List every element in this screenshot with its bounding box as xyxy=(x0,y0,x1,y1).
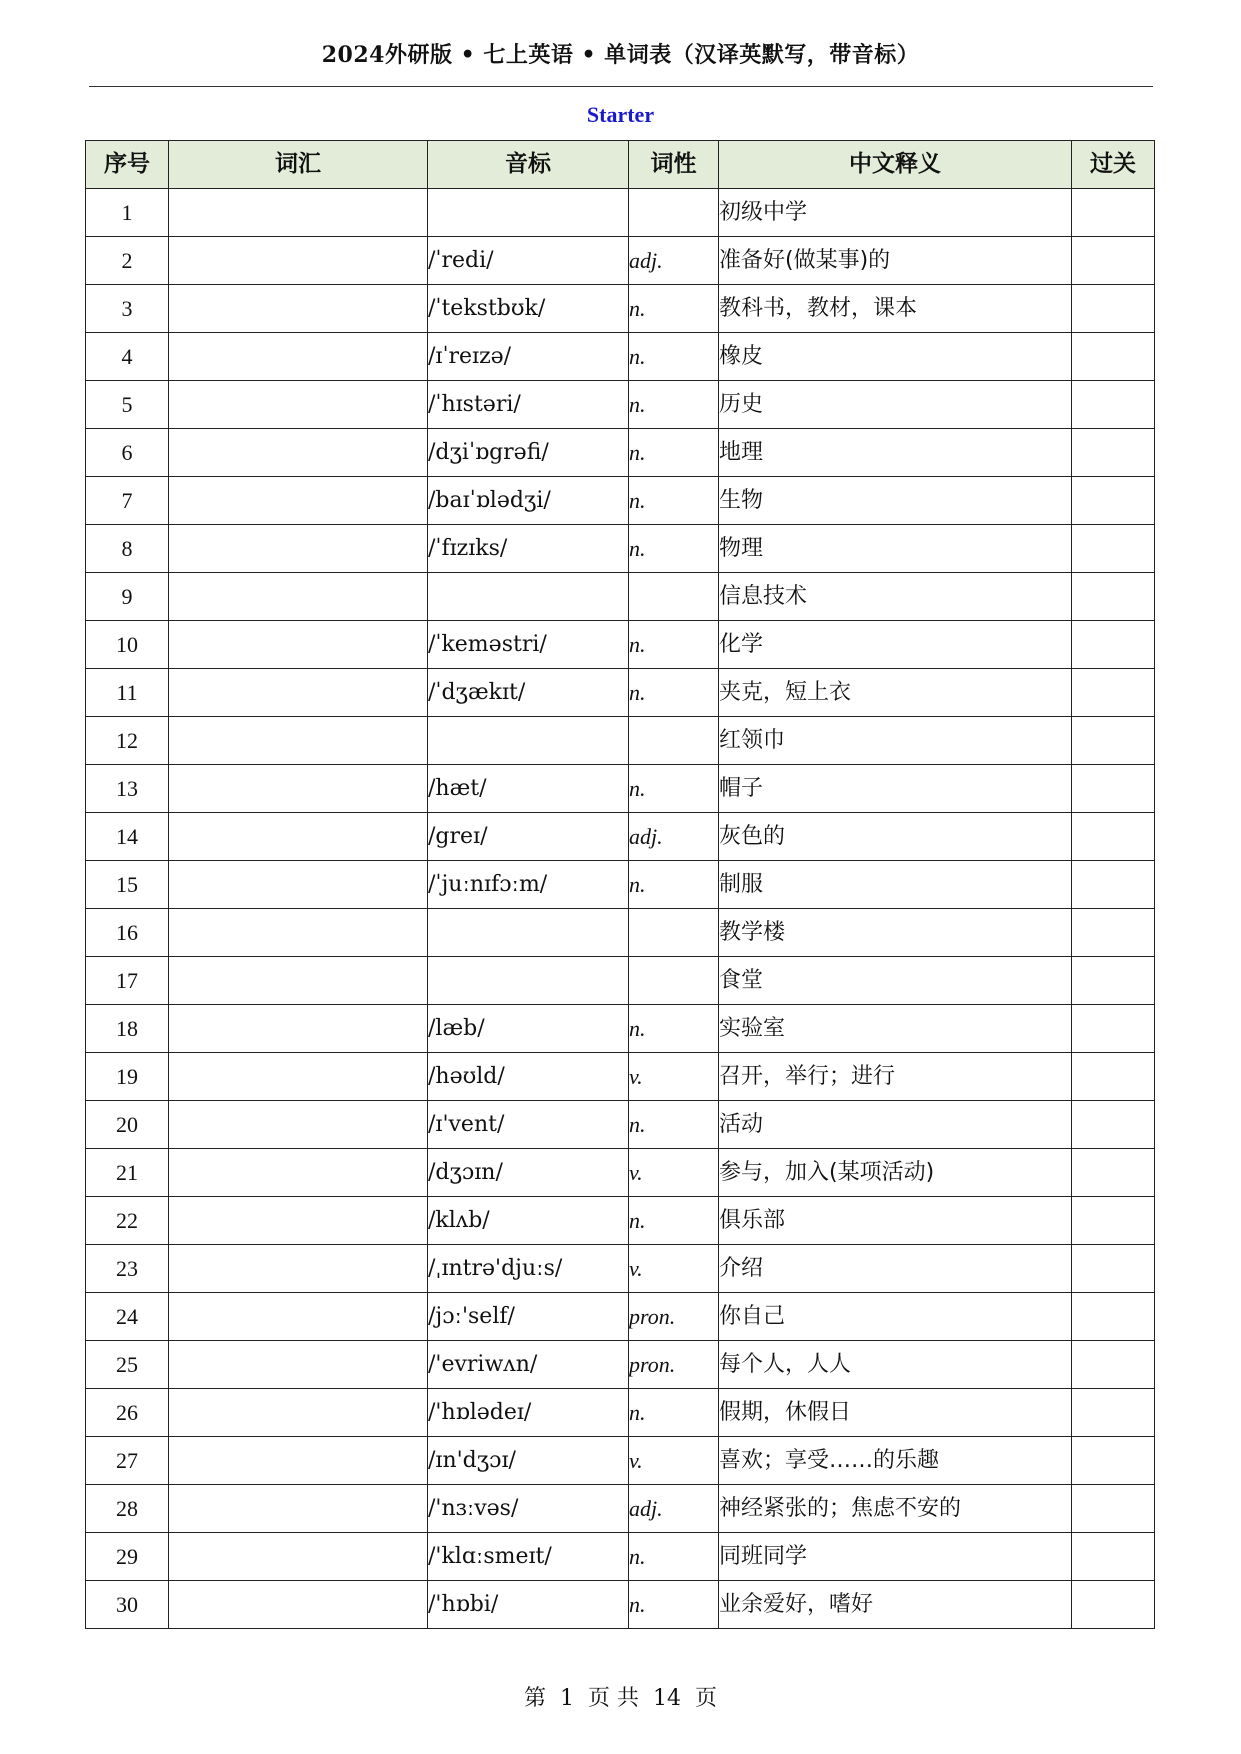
cell-number: 30 xyxy=(86,1581,169,1629)
cell-number: 26 xyxy=(86,1389,169,1437)
table-row xyxy=(86,1293,1155,1341)
cell-number: 22 xyxy=(86,1197,169,1245)
cell-phonetic: /'klɑːsmeɪt/ xyxy=(428,1533,629,1581)
cell-number: 4 xyxy=(86,333,169,381)
cell-number: 24 xyxy=(86,1293,169,1341)
cell-part-of-speech: v. xyxy=(629,1149,719,1197)
cell-word-blank[interactable] xyxy=(169,381,428,429)
cell-word-blank[interactable] xyxy=(169,765,428,813)
cell-number: 28 xyxy=(86,1485,169,1533)
cell-chinese-meaning: 实验室 xyxy=(719,1005,1072,1053)
table-row xyxy=(86,333,1155,381)
cell-number: 2 xyxy=(86,237,169,285)
cell-number: 25 xyxy=(86,1341,169,1389)
cell-phonetic: /læb/ xyxy=(428,1005,629,1053)
cell-word-blank[interactable] xyxy=(169,237,428,285)
section-title: Starter xyxy=(586,102,655,127)
cell-part-of-speech: n. xyxy=(629,669,719,717)
cell-pass-check[interactable] xyxy=(1072,765,1155,813)
table-row xyxy=(86,861,1155,909)
cell-pass-check[interactable] xyxy=(1072,237,1155,285)
cell-pass-check[interactable] xyxy=(1072,1581,1155,1629)
cell-number: 29 xyxy=(86,1533,169,1581)
cell-pass-check[interactable] xyxy=(1072,1533,1155,1581)
cell-phonetic: /jɔː'self/ xyxy=(428,1293,629,1341)
table-row xyxy=(86,189,1155,237)
cell-word-blank[interactable] xyxy=(169,957,428,1005)
cell-word-blank[interactable] xyxy=(169,813,428,861)
table-row xyxy=(86,621,1155,669)
cell-pass-check[interactable] xyxy=(1072,1437,1155,1485)
cell-number: 11 xyxy=(86,669,169,717)
cell-number: 6 xyxy=(86,429,169,477)
table-row xyxy=(86,1437,1155,1485)
cell-pass-check[interactable] xyxy=(1072,1245,1155,1293)
footer-prefix: 第 xyxy=(523,1686,546,1711)
table-row xyxy=(86,1101,1155,1149)
cell-word-blank[interactable] xyxy=(169,1245,428,1293)
cell-phonetic: /klʌb/ xyxy=(428,1197,629,1245)
cell-part-of-speech: adj. xyxy=(629,237,719,285)
cell-phonetic: /ˈdʒækɪt/ xyxy=(428,669,629,717)
cell-part-of-speech: n. xyxy=(629,429,719,477)
table-row xyxy=(86,1197,1155,1245)
cell-pass-check[interactable] xyxy=(1072,381,1155,429)
cell-part-of-speech: adj. xyxy=(629,1485,719,1533)
header-chinese-meaning: 中文释义 xyxy=(719,141,1072,189)
table-row xyxy=(86,957,1155,1005)
table-row xyxy=(86,1005,1155,1053)
cell-chinese-meaning: 物理 xyxy=(719,525,1072,573)
cell-phonetic: /baɪˈɒlədʒi/ xyxy=(428,477,629,525)
cell-part-of-speech: pron. xyxy=(629,1341,719,1389)
footer-middle: 页 共 xyxy=(588,1686,639,1711)
cell-part-of-speech: adj. xyxy=(629,813,719,861)
cell-phonetic: /ˈkeməstri/ xyxy=(428,621,629,669)
cell-phonetic: /ɪˈreɪzə/ xyxy=(428,333,629,381)
cell-phonetic: /dʒiˈɒgrəfi/ xyxy=(428,429,629,477)
footer-total-pages: 14 xyxy=(653,1686,681,1711)
cell-number: 23 xyxy=(86,1245,169,1293)
table-row xyxy=(86,1389,1155,1437)
cell-part-of-speech: v. xyxy=(629,1053,719,1101)
cell-word-blank[interactable] xyxy=(169,525,428,573)
page-footer xyxy=(0,1681,1241,1712)
cell-number: 8 xyxy=(86,525,169,573)
cell-phonetic: /'hɒbi/ xyxy=(428,1581,629,1629)
cell-number: 15 xyxy=(86,861,169,909)
cell-pass-check[interactable] xyxy=(1072,189,1155,237)
cell-word-blank[interactable] xyxy=(169,1197,428,1245)
cell-number: 16 xyxy=(86,909,169,957)
cell-pass-check[interactable] xyxy=(1072,573,1155,621)
cell-phonetic: /ɪ'vent/ xyxy=(428,1101,629,1149)
cell-chinese-meaning: 介绍 xyxy=(719,1245,1072,1293)
cell-phonetic xyxy=(428,717,629,765)
cell-word-blank[interactable] xyxy=(169,1389,428,1437)
table-row xyxy=(86,1245,1155,1293)
cell-part-of-speech: n. xyxy=(629,525,719,573)
cell-part-of-speech: v. xyxy=(629,1437,719,1485)
cell-phonetic xyxy=(428,189,629,237)
cell-part-of-speech: n. xyxy=(629,477,719,525)
cell-chinese-meaning: 夹克，短上衣 xyxy=(719,669,1072,717)
cell-phonetic xyxy=(428,957,629,1005)
cell-number: 19 xyxy=(86,1053,169,1101)
cell-phonetic: /ˈhɪstəri/ xyxy=(428,381,629,429)
cell-pass-check[interactable] xyxy=(1072,909,1155,957)
cell-phonetic: /ɪn'dʒɔɪ/ xyxy=(428,1437,629,1485)
cell-number: 5 xyxy=(86,381,169,429)
cell-pass-check[interactable] xyxy=(1072,813,1155,861)
table-row xyxy=(86,1533,1155,1581)
cell-word-blank[interactable] xyxy=(169,1341,428,1389)
cell-chinese-meaning: 食堂 xyxy=(719,957,1072,1005)
cell-part-of-speech: n. xyxy=(629,333,719,381)
table-row xyxy=(86,909,1155,957)
cell-phonetic: /ˈfɪzɪks/ xyxy=(428,525,629,573)
cell-chinese-meaning: 橡皮 xyxy=(719,333,1072,381)
cell-number: 21 xyxy=(86,1149,169,1197)
cell-word-blank[interactable] xyxy=(169,1005,428,1053)
table-row xyxy=(86,381,1155,429)
cell-pass-check[interactable] xyxy=(1072,429,1155,477)
document-title: 2024外研版 • 七上英语 • 单词表（汉译英默写，带音标） xyxy=(321,42,920,68)
cell-phonetic: /hæt/ xyxy=(428,765,629,813)
cell-chinese-meaning: 准备好(做某事)的 xyxy=(719,237,1072,285)
table-row xyxy=(86,1485,1155,1533)
cell-number: 20 xyxy=(86,1101,169,1149)
cell-pass-check[interactable] xyxy=(1072,333,1155,381)
cell-phonetic: /ˈtekstbʊk/ xyxy=(428,285,629,333)
table-row xyxy=(86,573,1155,621)
cell-part-of-speech: n. xyxy=(629,621,719,669)
footer-suffix: 页 xyxy=(695,1686,718,1711)
cell-part-of-speech: n. xyxy=(629,765,719,813)
cell-phonetic xyxy=(428,909,629,957)
cell-word-blank[interactable] xyxy=(169,1437,428,1485)
cell-part-of-speech: n. xyxy=(629,1101,719,1149)
cell-word-blank[interactable] xyxy=(169,861,428,909)
cell-pass-check[interactable] xyxy=(1072,285,1155,333)
table-row xyxy=(86,1581,1155,1629)
cell-part-of-speech: n. xyxy=(629,1197,719,1245)
table-row xyxy=(86,765,1155,813)
header-pass: 过关 xyxy=(1072,141,1155,189)
cell-phonetic: /'hɒlədeɪ/ xyxy=(428,1389,629,1437)
cell-word-blank[interactable] xyxy=(169,573,428,621)
cell-part-of-speech: n. xyxy=(629,1389,719,1437)
cell-word-blank[interactable] xyxy=(169,1293,428,1341)
cell-part-of-speech xyxy=(629,573,719,621)
header-number: 序号 xyxy=(86,141,169,189)
table-row xyxy=(86,237,1155,285)
table-row xyxy=(86,669,1155,717)
cell-pass-check[interactable] xyxy=(1072,957,1155,1005)
cell-chinese-meaning: 你自己 xyxy=(719,1293,1072,1341)
cell-word-blank[interactable] xyxy=(169,717,428,765)
table-row xyxy=(86,477,1155,525)
cell-number: 27 xyxy=(86,1437,169,1485)
cell-pass-check[interactable] xyxy=(1072,1101,1155,1149)
cell-pass-check[interactable] xyxy=(1072,669,1155,717)
vocabulary-table xyxy=(85,140,1155,1629)
cell-word-blank[interactable] xyxy=(169,429,428,477)
cell-part-of-speech xyxy=(629,909,719,957)
cell-chinese-meaning: 帽子 xyxy=(719,765,1072,813)
cell-part-of-speech: n. xyxy=(629,1533,719,1581)
table-row xyxy=(86,1149,1155,1197)
cell-word-blank[interactable] xyxy=(169,909,428,957)
cell-chinese-meaning: 召开，举行；进行 xyxy=(719,1053,1072,1101)
cell-pass-check[interactable] xyxy=(1072,1389,1155,1437)
cell-word-blank[interactable] xyxy=(169,669,428,717)
cell-chinese-meaning: 每个人，人人 xyxy=(719,1341,1072,1389)
cell-number: 12 xyxy=(86,717,169,765)
cell-chinese-meaning: 教学楼 xyxy=(719,909,1072,957)
cell-phonetic: /ˈjuːnɪfɔːm/ xyxy=(428,861,629,909)
table-row xyxy=(86,429,1155,477)
cell-pass-check[interactable] xyxy=(1072,1485,1155,1533)
cell-part-of-speech: n. xyxy=(629,381,719,429)
cell-pass-check[interactable] xyxy=(1072,1005,1155,1053)
cell-chinese-meaning: 生物 xyxy=(719,477,1072,525)
cell-phonetic: /greɪ/ xyxy=(428,813,629,861)
cell-number: 1 xyxy=(86,189,169,237)
cell-word-blank[interactable] xyxy=(169,189,428,237)
cell-word-blank[interactable] xyxy=(169,477,428,525)
cell-chinese-meaning: 同班同学 xyxy=(719,1533,1072,1581)
cell-chinese-meaning: 假期，休假日 xyxy=(719,1389,1072,1437)
cell-part-of-speech: n. xyxy=(629,1581,719,1629)
cell-chinese-meaning: 俱乐部 xyxy=(719,1197,1072,1245)
cell-chinese-meaning: 地理 xyxy=(719,429,1072,477)
table-header-row xyxy=(86,141,1155,189)
cell-pass-check[interactable] xyxy=(1072,1149,1155,1197)
cell-word-blank[interactable] xyxy=(169,621,428,669)
cell-part-of-speech: v. xyxy=(629,1245,719,1293)
cell-part-of-speech: pron. xyxy=(629,1293,719,1341)
cell-pass-check[interactable] xyxy=(1072,1053,1155,1101)
cell-chinese-meaning: 喜欢；享受……的乐趣 xyxy=(719,1437,1072,1485)
cell-pass-check[interactable] xyxy=(1072,717,1155,765)
table-row xyxy=(86,525,1155,573)
table-row xyxy=(86,285,1155,333)
cell-word-blank[interactable] xyxy=(169,333,428,381)
table-row xyxy=(86,813,1155,861)
cell-phonetic: /həʊld/ xyxy=(428,1053,629,1101)
cell-chinese-meaning: 活动 xyxy=(719,1101,1072,1149)
cell-number: 13 xyxy=(86,765,169,813)
cell-chinese-meaning: 历史 xyxy=(719,381,1072,429)
cell-chinese-meaning: 业余爱好，嗜好 xyxy=(719,1581,1072,1629)
footer-page-number: 1 xyxy=(560,1686,574,1711)
cell-word-blank[interactable] xyxy=(169,1149,428,1197)
cell-number: 14 xyxy=(86,813,169,861)
cell-word-blank[interactable] xyxy=(169,1101,428,1149)
cell-chinese-meaning: 化学 xyxy=(719,621,1072,669)
cell-pass-check[interactable] xyxy=(1072,1197,1155,1245)
cell-pass-check[interactable] xyxy=(1072,1293,1155,1341)
cell-number: 7 xyxy=(86,477,169,525)
cell-part-of-speech: n. xyxy=(629,1005,719,1053)
cell-phonetic: /'evriwʌn/ xyxy=(428,1341,629,1389)
cell-pass-check[interactable] xyxy=(1072,621,1155,669)
cell-part-of-speech: n. xyxy=(629,861,719,909)
cell-chinese-meaning: 信息技术 xyxy=(719,573,1072,621)
cell-chinese-meaning: 制服 xyxy=(719,861,1072,909)
table-body xyxy=(86,189,1155,1629)
cell-chinese-meaning: 红领巾 xyxy=(719,717,1072,765)
cell-pass-check[interactable] xyxy=(1072,1341,1155,1389)
cell-part-of-speech xyxy=(629,189,719,237)
cell-pass-check[interactable] xyxy=(1072,525,1155,573)
cell-chinese-meaning: 参与，加入(某项活动) xyxy=(719,1149,1072,1197)
cell-word-blank[interactable] xyxy=(169,1485,428,1533)
cell-number: 9 xyxy=(86,573,169,621)
header-word: 词汇 xyxy=(169,141,428,189)
cell-phonetic: /'nɜːvəs/ xyxy=(428,1485,629,1533)
cell-chinese-meaning: 初级中学 xyxy=(719,189,1072,237)
cell-number: 3 xyxy=(86,285,169,333)
cell-part-of-speech xyxy=(629,717,719,765)
cell-word-blank[interactable] xyxy=(169,1533,428,1581)
cell-phonetic xyxy=(428,573,629,621)
cell-phonetic: /ˌɪntrə'djuːs/ xyxy=(428,1245,629,1293)
cell-number: 18 xyxy=(86,1005,169,1053)
table-row xyxy=(86,1341,1155,1389)
table-row xyxy=(86,717,1155,765)
cell-chinese-meaning: 教科书，教材，课本 xyxy=(719,285,1072,333)
table-row xyxy=(86,1053,1155,1101)
cell-chinese-meaning: 神经紧张的；焦虑不安的 xyxy=(719,1485,1072,1533)
cell-chinese-meaning: 灰色的 xyxy=(719,813,1072,861)
cell-part-of-speech: n. xyxy=(629,285,719,333)
cell-word-blank[interactable] xyxy=(169,1581,428,1629)
cell-pass-check[interactable] xyxy=(1072,861,1155,909)
header-part-of-speech: 词性 xyxy=(629,141,719,189)
cell-word-blank[interactable] xyxy=(169,1053,428,1101)
header-phonetic: 音标 xyxy=(428,141,629,189)
cell-pass-check[interactable] xyxy=(1072,477,1155,525)
cell-number: 10 xyxy=(86,621,169,669)
cell-phonetic: /dʒɔɪn/ xyxy=(428,1149,629,1197)
header-rule xyxy=(89,86,1153,87)
cell-part-of-speech xyxy=(629,957,719,1005)
cell-phonetic: /ˈredi/ xyxy=(428,237,629,285)
cell-number: 17 xyxy=(86,957,169,1005)
cell-word-blank[interactable] xyxy=(169,285,428,333)
